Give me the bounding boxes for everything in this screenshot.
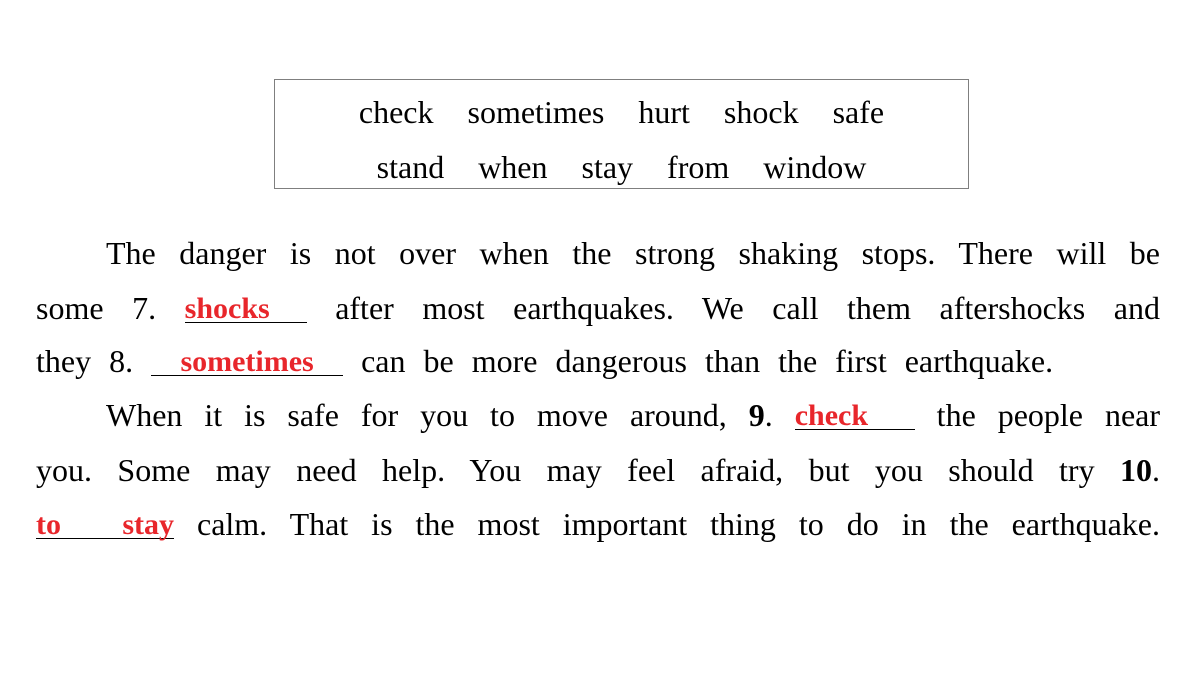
answer-8: sometimes	[180, 345, 314, 378]
passage-text: you. Some may need help. You may feel afraid, but you should try	[36, 452, 1095, 488]
word-bank-item: stay	[581, 149, 634, 185]
passage-text: they 8.	[36, 343, 134, 379]
word-bank-box	[274, 79, 969, 189]
answer-blank-9	[795, 399, 915, 430]
passage-text: The danger is not over when the strong shaking stops. There will be	[106, 235, 1160, 271]
passage-text: the people near	[936, 397, 1161, 433]
passage-line-5: you. Some may need help. You may feel afraid, but you should try 10.	[36, 452, 1161, 488]
word-bank-item: sometimes	[467, 94, 605, 130]
passage-text: after most earthquakes. We call them aftershocks and	[335, 290, 1161, 326]
word-bank-row-1	[275, 94, 968, 130]
answer-10: to stay	[36, 508, 174, 541]
passage-line-6	[36, 504, 1160, 544]
answer-blank-8	[151, 345, 343, 376]
word-bank-item: stand	[376, 149, 445, 185]
word-bank-item: shock	[723, 94, 799, 130]
passage-line-3	[36, 341, 1160, 381]
passage-text: When it is safe for you to move around,	[106, 397, 727, 433]
question-number-9: 9	[748, 397, 765, 433]
word-bank-item: when	[478, 149, 548, 185]
word-bank-item: from	[667, 149, 730, 185]
passage-text: can be more dangerous than the first earthquake.	[361, 343, 1054, 379]
word-bank-item: hurt	[638, 94, 690, 130]
question-number-10: 10	[1120, 452, 1153, 488]
word-bank-item: safe	[832, 94, 885, 130]
word-bank-item: check	[358, 94, 434, 130]
answer-9: check	[794, 399, 869, 432]
word-bank-item: window	[763, 149, 867, 185]
passage-line-4: When it is safe for you to move around, 9. check the people near	[106, 397, 1161, 433]
passage-text: calm. That is the most important thing to do in the earthquake.	[196, 506, 1161, 542]
answer-7: shocks	[184, 292, 270, 325]
word-bank-row-2	[275, 149, 968, 185]
answer-blank-7	[185, 292, 307, 323]
passage-text: some 7.	[36, 290, 157, 326]
answer-blank-10	[36, 508, 174, 539]
passage-line-2	[36, 288, 1160, 328]
passage-line-1	[106, 233, 1160, 273]
